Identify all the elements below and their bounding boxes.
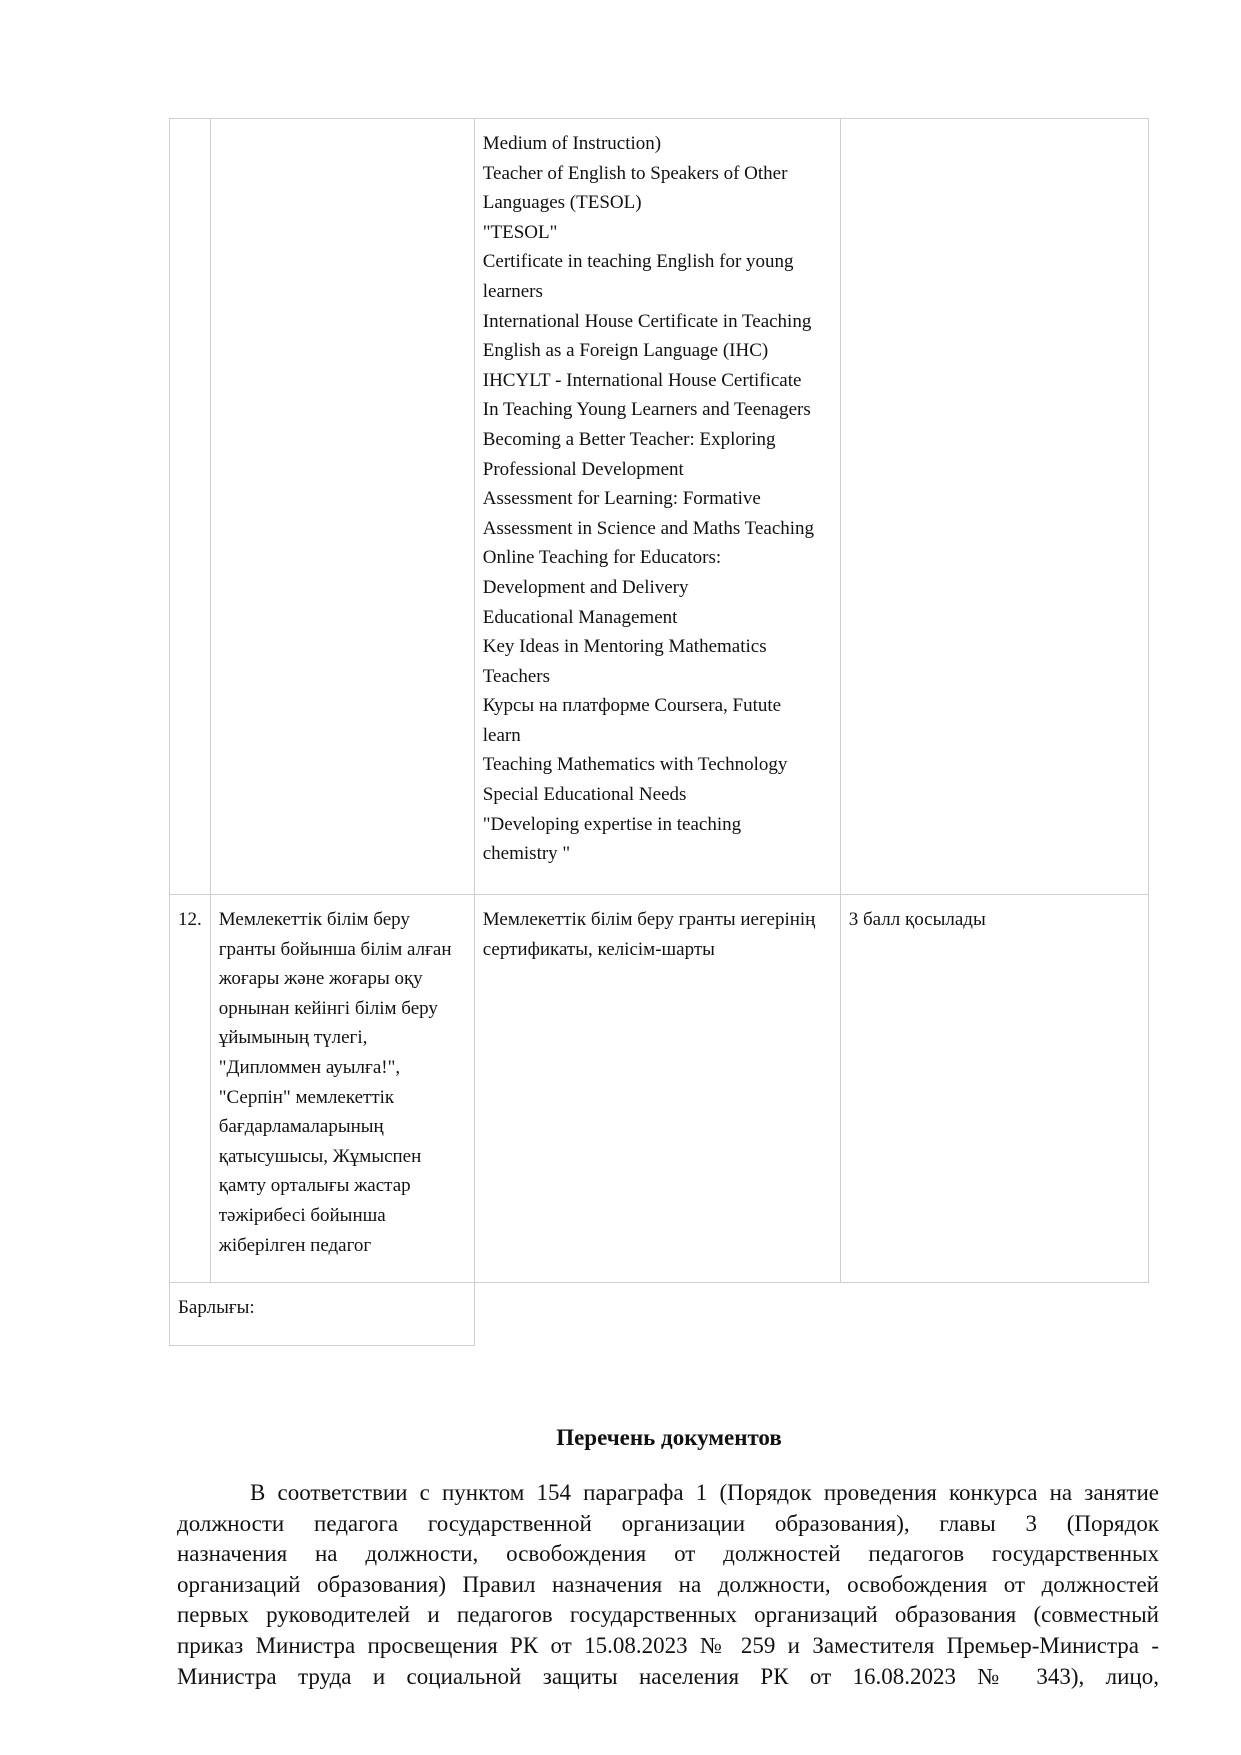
paragraph-line: должности педагога государственной организации образования), главы 3 (Порядок bbox=[177, 1510, 1159, 1536]
score-cell bbox=[840, 119, 1148, 895]
paragraph-line: Министра труда и социальной защиты населения РК от 16.08.2023 № 343), лицо, bbox=[177, 1663, 1159, 1689]
certificate-line: Key Ideas in Mentoring Mathematics bbox=[482, 636, 767, 658]
section-paragraph bbox=[177, 1478, 1159, 1692]
certificate-line: Online Teaching for Educators: bbox=[482, 547, 722, 569]
certificate-line: Certificate in teaching English for young bbox=[482, 251, 794, 273]
criterion-line: орнынан кейінгі білім беру bbox=[218, 997, 438, 1019]
certificate-line: Teaching Mathematics with Technology bbox=[482, 754, 788, 776]
paragraph-line: первых руководителей и педагогов государственных организаций образования (совместный bbox=[177, 1602, 1159, 1628]
table-row-total bbox=[170, 1283, 1149, 1346]
paragraph-line: В соответствии с пунктом 154 параграфа 1 (Порядок проведения конкурса на занятие bbox=[250, 1480, 1159, 1505]
documents-cell bbox=[474, 895, 840, 1283]
criterion-line: жіберілген педагог bbox=[218, 1234, 372, 1256]
certificate-line: Educational Management bbox=[482, 606, 678, 628]
certificate-line: learners bbox=[482, 280, 543, 302]
certificate-line: chemistry " bbox=[482, 843, 571, 865]
certificate-line: Medium of Instruction) bbox=[482, 133, 662, 154]
certificate-line: Becoming a Better Teacher: Exploring bbox=[482, 428, 776, 450]
certificate-line: Languages (TESOL) bbox=[482, 192, 642, 214]
certificate-line: English as a Foreign Language (IHC) bbox=[482, 340, 769, 362]
paragraph-line: приказ Министра просвещения РК от 15.08.2023 № 259 и Заместителя Премьер-Министра - bbox=[177, 1632, 1159, 1658]
row-number: 12. bbox=[170, 895, 211, 1283]
total-label: Барлығы: bbox=[170, 1283, 475, 1346]
criterion-cell bbox=[210, 895, 474, 1283]
score-cell: 3 балл қосылады bbox=[840, 895, 1148, 1283]
criterion-cell bbox=[210, 119, 474, 895]
criterion-line: тәжірибесі бойынша bbox=[218, 1204, 386, 1226]
certificate-line: Assessment in Science and Maths Teaching bbox=[482, 517, 815, 539]
document-line: сертификаты, келісім-шарты bbox=[482, 938, 715, 960]
criteria-table bbox=[169, 118, 1149, 1346]
criterion-line: ұйымының түлегі, bbox=[218, 1027, 368, 1049]
document-line: Мемлекеттік білім беру гранты иегерінің bbox=[482, 909, 816, 930]
empty-cell bbox=[840, 1283, 1148, 1346]
certificate-line: International House Certificate in Teaching bbox=[482, 310, 812, 332]
certificate-list bbox=[483, 129, 832, 869]
section-heading: Перечень документов bbox=[556, 1425, 782, 1450]
certificate-line: Professional Development bbox=[482, 458, 684, 480]
certificate-line: Teacher of English to Speakers of Other bbox=[482, 162, 788, 184]
certificate-line: Development and Delivery bbox=[482, 576, 689, 598]
certificate-line: Special Educational Needs bbox=[482, 784, 687, 806]
criterion-text bbox=[219, 905, 466, 1260]
number-cell bbox=[170, 119, 211, 895]
certificate-line: "Developing expertise in teaching bbox=[482, 813, 742, 835]
criterion-line: жоғары және жоғары оқу bbox=[218, 968, 423, 990]
paragraph-line: назначения на должности, освобождения от должностей педагогов государственных bbox=[177, 1541, 1159, 1567]
criterion-line: "Дипломмен ауылға!", bbox=[218, 1056, 401, 1078]
documents-text bbox=[483, 905, 832, 964]
documents-cell bbox=[474, 119, 840, 895]
certificate-line: Assessment for Learning: Formative bbox=[482, 488, 761, 510]
certificate-line: In Teaching Young Learners and Teenagers bbox=[482, 399, 811, 421]
criterion-line: қамту орталығы жастар bbox=[218, 1175, 411, 1197]
criterion-line: бағдарламаларының bbox=[218, 1116, 384, 1138]
certificate-line: Teachers bbox=[482, 665, 550, 687]
certificate-line: Курсы на платформе Coursera, Futute bbox=[482, 695, 782, 717]
certificate-line: IHCYLT - International House Certificate bbox=[482, 369, 802, 391]
paragraph-line: организаций образования) Правил назначения на должности, освобождения от должностей bbox=[177, 1571, 1159, 1597]
certificate-line: learn bbox=[482, 724, 521, 746]
table-row-continuation bbox=[170, 119, 1149, 895]
criterion-line: "Серпін" мемлекеттік bbox=[218, 1086, 395, 1108]
empty-cell bbox=[474, 1283, 840, 1346]
criterion-line: гранты бойынша білім алған bbox=[218, 938, 452, 960]
criterion-line: Мемлекеттік білім беру bbox=[218, 909, 410, 930]
table-row-12 bbox=[170, 895, 1149, 1283]
certificate-line: "TESOL" bbox=[482, 221, 558, 243]
criterion-line: қатысушысы, Жұмыспен bbox=[218, 1145, 422, 1167]
